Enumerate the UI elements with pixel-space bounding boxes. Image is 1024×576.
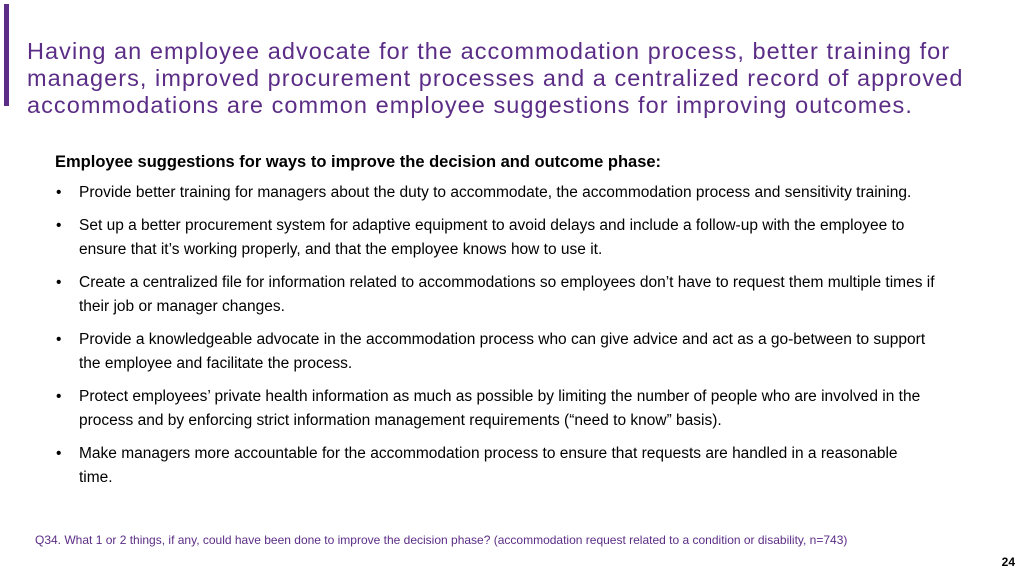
slide-title: Having an employee advocate for the accommodation process, better training for managers, improved procurement processes and a centralized record of approved accommodations are common employee suggestions for improving outcomes. xyxy=(27,38,964,118)
list-item xyxy=(55,181,935,205)
list-item-text: Create a centralized file for information related to accommodations so employees don’t have to request them multiple times if their job or manager changes. xyxy=(79,274,935,315)
bullet-icon: • xyxy=(56,331,62,348)
bullet-icon: • xyxy=(56,217,62,234)
bullet-icon: • xyxy=(56,445,62,462)
list-item xyxy=(55,214,935,262)
list-item-text: Set up a better procurement system for adaptive equipment to avoid delays and include a follow-up with the employee to ensure that it’s working properly, and that the employee knows how to use it. xyxy=(79,217,905,258)
list-item xyxy=(55,328,935,376)
survey-question-footnote: Q34. What 1 or 2 things, if any, could have been done to improve the decision phase? (accommodation request related to a condition or disability, n=743) xyxy=(35,533,848,547)
list-item-text: Protect employees’ private health information as much as possible by limiting the number of people who are involved in the process and by enforcing strict information management requirements (“need to know” basis). xyxy=(79,388,921,429)
bullet-icon: • xyxy=(56,274,62,291)
list-item-text: Provide a knowledgeable advocate in the accommodation process who can give advice and act as a go-between to support the employee and facilitate the process. xyxy=(79,331,926,372)
bullet-icon: • xyxy=(56,388,62,405)
suggestion-list xyxy=(55,181,935,499)
section-subtitle: Employee suggestions for ways to improve the decision and outcome phase: xyxy=(55,153,662,171)
list-item xyxy=(55,385,935,433)
list-item xyxy=(55,442,935,490)
list-item-text: Provide better training for managers about the duty to accommodate, the accommodation process and sensitivity training. xyxy=(79,184,912,201)
list-item xyxy=(55,271,935,319)
list-item-text: Make managers more accountable for the accommodation process to ensure that requests are handled in a reasonable time. xyxy=(79,445,898,486)
accent-bar xyxy=(4,4,9,106)
page-number: 24 xyxy=(1001,555,1015,569)
bullet-icon: • xyxy=(56,184,62,201)
